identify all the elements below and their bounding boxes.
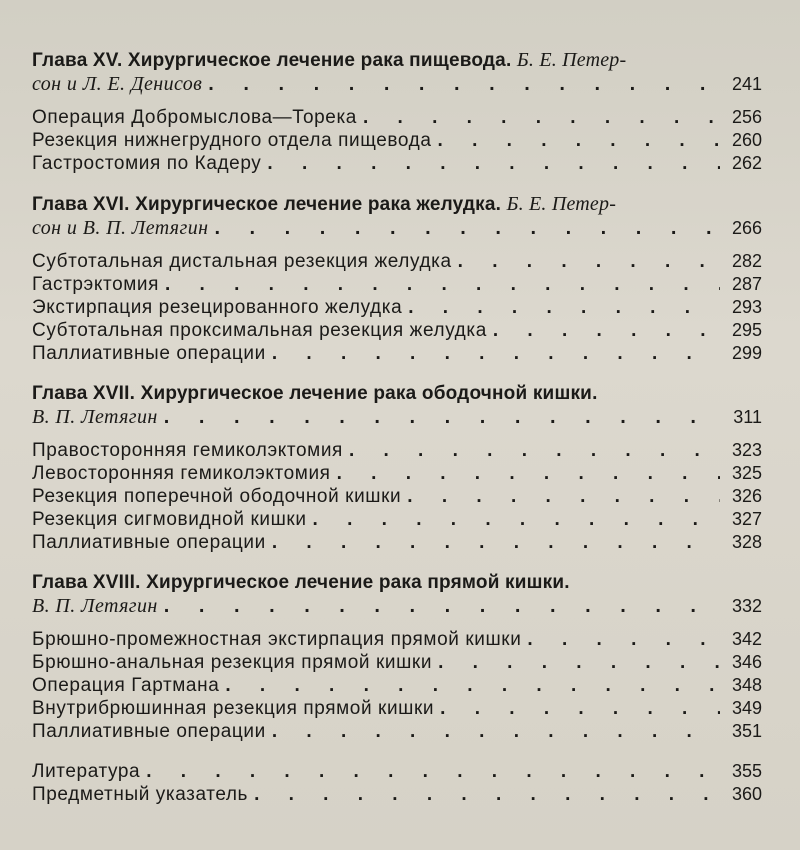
back-matter-title: Литература bbox=[32, 761, 141, 782]
leader-dots bbox=[527, 628, 720, 651]
page-number: 342 bbox=[731, 629, 762, 649]
leader-dots bbox=[438, 129, 720, 152]
section-entry bbox=[32, 720, 762, 743]
chapter-author-line bbox=[32, 73, 762, 96]
section-entry bbox=[32, 697, 762, 720]
leader-dots bbox=[267, 152, 720, 175]
page-number: 323 bbox=[731, 440, 762, 460]
chapter-author-line bbox=[32, 595, 762, 618]
section-title: Правосторонняя гемиколэктомия bbox=[32, 440, 343, 461]
leader-dots bbox=[272, 531, 720, 554]
section-entry bbox=[32, 462, 762, 485]
leader-dots bbox=[214, 217, 720, 240]
chapter-authors: сон и Л. Е. Денисов bbox=[32, 73, 203, 95]
leader-dots bbox=[363, 106, 720, 129]
back-matter-entry bbox=[32, 783, 762, 806]
section-entry bbox=[32, 152, 762, 175]
section-entry bbox=[32, 106, 762, 129]
chapter-author-line bbox=[32, 217, 762, 240]
chapter-title: Глава XVIII. Хирургическое лечение рака прямой кишки. bbox=[32, 572, 570, 593]
page-number: 287 bbox=[731, 274, 762, 294]
section-title: Брюшно-промежностная экстирпация прямой кишки bbox=[32, 629, 522, 650]
leader-dots bbox=[254, 783, 720, 806]
page-number: 266 bbox=[731, 218, 762, 238]
page-number: 349 bbox=[731, 698, 762, 718]
section-entry bbox=[32, 485, 762, 508]
leader-dots bbox=[408, 296, 720, 319]
chapter-title: Глава XVI. Хирургическое лечение рака желудка. Б. Е. Петер- bbox=[32, 193, 617, 215]
leader-dots bbox=[440, 697, 720, 720]
leader-dots bbox=[337, 462, 720, 485]
section-title: Брюшно-анальная резекция прямой кишки bbox=[32, 652, 433, 673]
leader-dots bbox=[272, 342, 720, 365]
leader-dots bbox=[458, 250, 720, 273]
section-entry bbox=[32, 319, 762, 342]
leader-dots bbox=[438, 651, 720, 674]
chapter-15 bbox=[32, 48, 762, 175]
section-entry bbox=[32, 531, 762, 554]
section-entry bbox=[32, 651, 762, 674]
section-title: Гастростомия по Кадеру bbox=[32, 153, 262, 174]
section-title: Левосторонняя гемиколэктомия bbox=[32, 463, 331, 484]
leader-dots bbox=[146, 760, 720, 783]
leader-dots bbox=[493, 319, 720, 342]
chapter-17 bbox=[32, 382, 762, 554]
chapter-authors: В. П. Летягин bbox=[32, 595, 158, 617]
chapter-authors: В. П. Летягин bbox=[32, 406, 158, 428]
section-title: Субтотальная проксимальная резекция желудка bbox=[32, 320, 487, 341]
section-title: Резекция сигмовидной кишки bbox=[32, 509, 307, 530]
leader-dots bbox=[313, 508, 720, 531]
section-list bbox=[32, 439, 762, 554]
leader-dots bbox=[349, 439, 720, 462]
leader-dots bbox=[225, 674, 720, 697]
section-entry bbox=[32, 674, 762, 697]
section-title: Паллиативные операции bbox=[32, 343, 266, 364]
leader-dots bbox=[272, 720, 720, 743]
page-number: 351 bbox=[731, 721, 762, 741]
chapter-title: Глава XV. Хирургическое лечение рака пищевода. Б. Е. Петер- bbox=[32, 49, 627, 71]
page-number: 332 bbox=[731, 596, 762, 616]
section-list bbox=[32, 250, 762, 365]
page-number: 326 bbox=[731, 486, 762, 506]
section-entry bbox=[32, 508, 762, 531]
section-title: Субтотальная дистальная резекция желудка bbox=[32, 251, 452, 272]
page-number: 260 bbox=[731, 130, 762, 150]
back-matter bbox=[32, 760, 762, 806]
section-entry bbox=[32, 273, 762, 296]
section-title: Паллиативные операции bbox=[32, 532, 266, 553]
page-number: 346 bbox=[731, 652, 762, 672]
page-number: 241 bbox=[731, 74, 762, 94]
section-list bbox=[32, 106, 762, 175]
leader-dots bbox=[407, 485, 720, 508]
chapter-authors: сон и В. П. Летягин bbox=[32, 217, 209, 239]
section-title: Паллиативные операции bbox=[32, 721, 266, 742]
section-entry bbox=[32, 296, 762, 319]
leader-dots bbox=[165, 273, 720, 296]
page-number: 311 bbox=[733, 407, 762, 427]
table-of-contents bbox=[32, 48, 762, 806]
section-entry bbox=[32, 439, 762, 462]
section-entry bbox=[32, 129, 762, 152]
section-title: Внутрибрюшинная резекция прямой кишки bbox=[32, 698, 435, 719]
chapter-18 bbox=[32, 571, 762, 743]
section-entry bbox=[32, 342, 762, 365]
leader-dots bbox=[164, 406, 720, 429]
page-number: 256 bbox=[731, 107, 762, 127]
page-number: 325 bbox=[731, 463, 762, 483]
page-number: 299 bbox=[731, 343, 762, 363]
page-number: 293 bbox=[731, 297, 762, 317]
section-title: Резекция поперечной ободочной кишки bbox=[32, 486, 402, 507]
leader-dots bbox=[164, 595, 720, 618]
chapter-author-line bbox=[32, 406, 762, 429]
section-title: Операция Гартмана bbox=[32, 675, 220, 696]
page-number: 348 bbox=[731, 675, 762, 695]
page-number: 295 bbox=[731, 320, 762, 340]
leader-dots bbox=[208, 73, 720, 96]
page-number: 355 bbox=[731, 761, 762, 781]
chapter-title: Глава XVII. Хирургическое лечение рака ободочной кишки. bbox=[32, 383, 598, 404]
page-number: 262 bbox=[731, 153, 762, 173]
section-list bbox=[32, 628, 762, 743]
page-number: 327 bbox=[731, 509, 762, 529]
section-entry bbox=[32, 628, 762, 651]
chapter-16 bbox=[32, 192, 762, 365]
section-entry bbox=[32, 250, 762, 273]
page-number: 282 bbox=[731, 251, 762, 271]
back-matter-title: Предметный указатель bbox=[32, 784, 249, 805]
section-title: Операция Добромыслова—Торека bbox=[32, 107, 357, 128]
section-title: Экстирпация резецированного желудка bbox=[32, 297, 403, 318]
section-title: Гастрэктомия bbox=[32, 274, 159, 295]
section-title: Резекция нижнегрудного отдела пищевода bbox=[32, 130, 432, 151]
back-matter-entry bbox=[32, 760, 762, 783]
page-number: 328 bbox=[731, 532, 762, 552]
page-number: 360 bbox=[731, 784, 762, 804]
